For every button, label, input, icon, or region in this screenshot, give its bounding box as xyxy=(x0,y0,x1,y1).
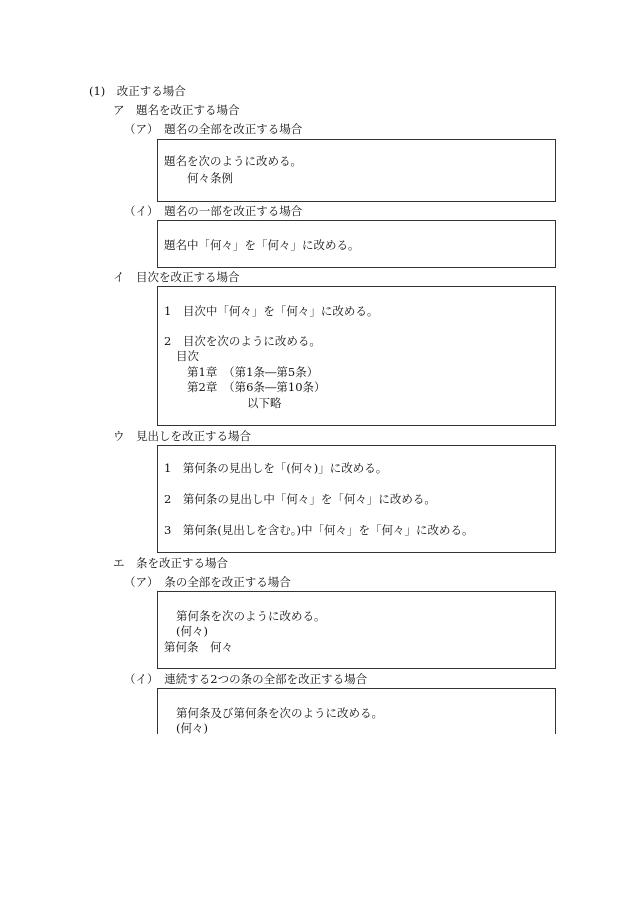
example-line: (何々) xyxy=(176,624,208,638)
example-line: 1 第何条の見出しを「(何々)」に改める。 xyxy=(164,461,388,475)
example-box-full-title xyxy=(157,139,556,202)
example-line: 題名中「何々」を「何々」に改める。 xyxy=(164,238,360,252)
example-box-two-articles xyxy=(157,688,556,734)
example-line: 第何条 何々 xyxy=(164,640,233,654)
example-line: (何々) xyxy=(176,721,208,735)
subsection-title-article: エ 条を改正する場合 xyxy=(113,556,228,570)
example-line: 第何条及び第何条を次のように改める。 xyxy=(176,706,383,720)
example-line: 題名を次のように改める。 xyxy=(164,154,302,168)
item-title-partial-rename: （イ） 題名の一部を改正する場合 xyxy=(124,204,303,218)
example-line: 2 第何条の見出し中「何々」を「何々」に改める。 xyxy=(164,492,436,506)
example-box-toc xyxy=(157,286,556,426)
subsection-title-toc: イ 目次を改正する場合 xyxy=(113,270,240,284)
example-box-heading xyxy=(157,445,556,553)
example-box-full-article xyxy=(157,591,556,669)
item-title-two-articles: （イ） 連続する2つの条の全部を改正する場合 xyxy=(124,672,368,686)
example-line: 以下略 xyxy=(247,396,282,410)
example-line: 第1章 （第1条―第5条） xyxy=(187,365,319,379)
example-line: 2 目次を次のように改める。 xyxy=(164,334,321,348)
section-heading: (1) 改正する場合 xyxy=(89,84,186,98)
example-line: 何々条例 xyxy=(187,171,233,185)
example-line: 1 目次中「何々」を「何々」に改める。 xyxy=(164,304,379,318)
item-title-full-article: （ア） 条の全部を改正する場合 xyxy=(124,575,291,589)
example-line: 第何条を次のように改める。 xyxy=(176,609,326,623)
example-box-partial-title xyxy=(157,220,556,268)
subsection-title-heading: ウ 見出しを改正する場合 xyxy=(113,429,251,443)
item-title-full-rename: （ア） 題名の全部を改正する場合 xyxy=(124,122,303,136)
subsection-title-rename: ア 題名を改正する場合 xyxy=(113,103,240,117)
example-line: 第2章 （第6条―第10条） xyxy=(187,380,326,394)
example-line: 目次 xyxy=(176,349,199,363)
example-line: 3 第何条(見出しを含む。)中「何々」を「何々」に改める。 xyxy=(164,523,474,537)
